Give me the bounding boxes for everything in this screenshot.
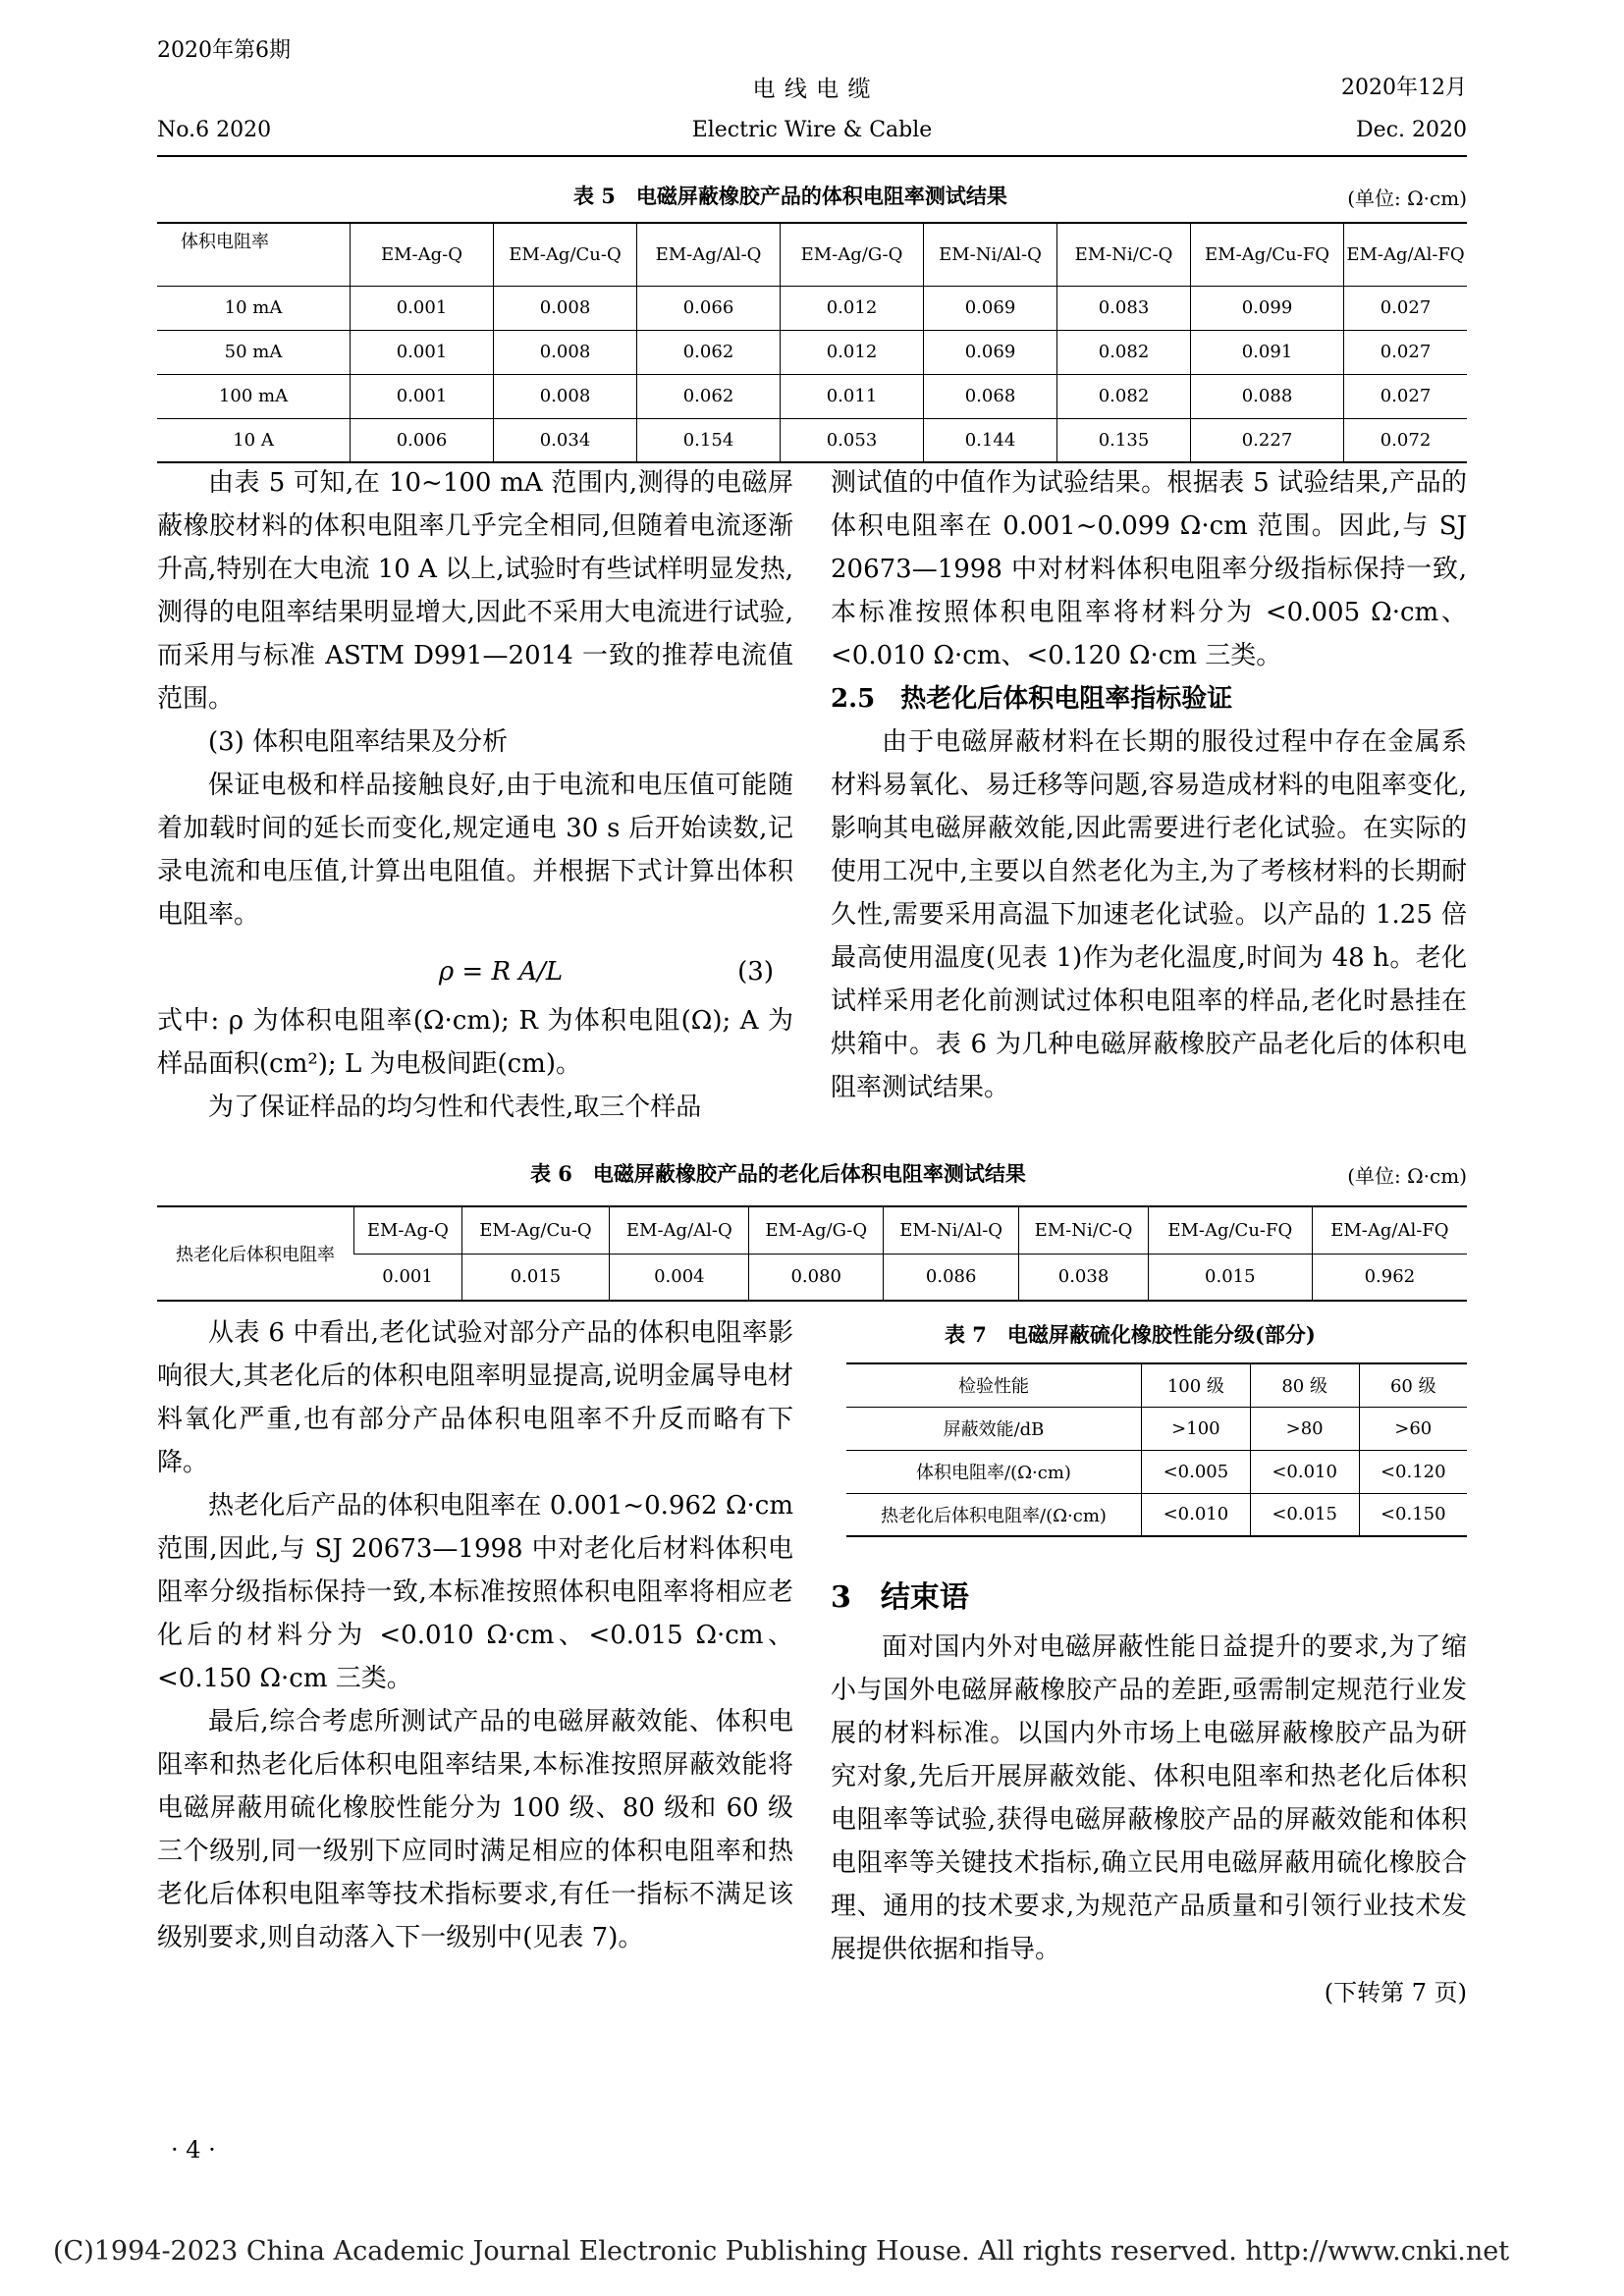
table7-cell: <0.015: [1250, 1493, 1359, 1536]
section-heading-3: 3 结束语: [831, 1580, 969, 1615]
table6-header-cell: EM-Ag/Al-Q: [610, 1206, 749, 1254]
table5-cell: 0.012: [781, 286, 924, 330]
table5-cell: 0.062: [637, 374, 781, 418]
table5-cell: 0.027: [1344, 374, 1468, 418]
table5-cell: 0.227: [1191, 418, 1344, 462]
table-row: [157, 1254, 1467, 1301]
table7-cell: 热老化后体积电阻率/(Ω·cm): [881, 1505, 1107, 1526]
table5-cell: 10 mA: [224, 297, 283, 318]
journal-title-cn: 电 线 电 缆: [752, 77, 872, 102]
table7-header-cell: 60 级: [1359, 1363, 1467, 1407]
table5-cell: 100 mA: [218, 386, 289, 406]
table-row: [157, 374, 1467, 418]
table5-cell: 0.135: [1057, 418, 1191, 462]
table-row: [157, 418, 1467, 462]
table7-cell: 体积电阻率/(Ω·cm): [916, 1463, 1071, 1483]
table6-caption: 表 6 电磁屏蔽橡胶产品的老化后体积电阻率测试结果: [530, 1161, 1026, 1186]
table5-header-cell: EM-Ni/Al-Q: [924, 223, 1057, 286]
copyright-notice: (C)1994-2023 China Academic Journal Electronic Publishing House. All rights reserved. http://www.cnki.net: [53, 2236, 1510, 2267]
table6-header-cell: EM-Ni/C-Q: [1019, 1206, 1149, 1254]
table6-header-cell: EM-Ag/Al-FQ: [1312, 1206, 1467, 1254]
table7-cell: >80: [1250, 1407, 1359, 1450]
table7-header-cell: 100 级: [1142, 1363, 1251, 1407]
table-row: [157, 330, 1467, 374]
table5-header-cell: EM-Ag/Cu-Q: [494, 223, 637, 286]
table7-header-cell: 检验性能: [958, 1376, 1029, 1398]
table5-cell: 0.006: [351, 418, 494, 462]
table-row: [846, 1407, 1467, 1450]
table5-cell: 0.053: [781, 418, 924, 462]
table5-cell: 0.069: [924, 286, 1057, 330]
table6-unit: (单位: Ω·cm): [1347, 1164, 1467, 1188]
header-date-cn: 2020年12月: [1341, 76, 1467, 100]
table7-cell: <0.150: [1359, 1493, 1467, 1536]
paragraph: 最后,综合考虑所测试产品的电磁屏蔽效能、体积电阻率和热老化后体积电阻率结果,本标准按照屏蔽效能将电磁屏蔽用硫化橡胶性能分为 100 级、80 级和 60 级三个级别,同一级别下应同时满足相应的体积电阻率和热老化后体积电阻率等技术指标要求,有任一指标不满足该级别要求,则自动落入下一级别中(见表 7)。: [157, 1707, 793, 1952]
table5-cell: 0.062: [637, 330, 781, 374]
table6-cell: 0.015: [461, 1254, 610, 1301]
right-column-1: [831, 461, 1467, 1109]
table7-caption: 表 7 电磁屏蔽硫化橡胶性能分级(部分): [945, 1322, 1316, 1347]
page-number: · 4 ·: [171, 2136, 216, 2163]
table5-cell: 0.011: [781, 374, 924, 418]
paragraph: 式中: ρ 为体积电阻率(Ω·cm); R 为体积电阻(Ω); A 为样品面积(cm²); L 为电极间距(cm)。: [157, 1006, 793, 1079]
continued-note: (下转第 7 页): [1324, 1979, 1467, 2006]
table5-cell: 0.008: [494, 374, 637, 418]
table5-cell: 50 mA: [224, 342, 283, 362]
formula-expression: ρ = R A/L: [438, 957, 564, 987]
table7-cell: <0.010: [1142, 1493, 1251, 1536]
table6-cell: 0.004: [610, 1254, 749, 1301]
journal-title-en: Electric Wire & Cable: [691, 118, 933, 142]
table6-cell: 0.015: [1148, 1254, 1312, 1301]
table5-header-row: [157, 223, 1467, 286]
table6-header-cell: EM-Ag/Cu-FQ: [1148, 1206, 1312, 1254]
section-heading-2-5: 2.5 热老化后体积电阻率指标验证: [831, 684, 1233, 714]
left-column-2: [157, 1311, 793, 1959]
table6: [157, 1205, 1467, 1302]
table7-cell: 屏蔽效能/dB: [943, 1419, 1045, 1440]
table5-cell: 0.068: [924, 374, 1057, 418]
table6-cell: 0.962: [1312, 1254, 1467, 1301]
table-row: [157, 286, 1467, 330]
left-column-1: [157, 461, 793, 1129]
table7-cell: <0.010: [1250, 1450, 1359, 1493]
table6-header-row: [157, 1206, 1467, 1254]
table5-cell: 0.008: [494, 286, 637, 330]
table5-header-cell: EM-Ni/C-Q: [1057, 223, 1191, 286]
table6-header-cell: EM-Ag/Cu-Q: [461, 1206, 610, 1254]
table7-cell: <0.005: [1142, 1450, 1251, 1493]
table5-cell: 0.144: [924, 418, 1057, 462]
table5-header-cell: 体积电阻率: [181, 232, 269, 252]
table-row: [846, 1450, 1467, 1493]
formula-number: (3): [737, 957, 774, 987]
header-rule: [157, 155, 1467, 157]
table5-cell: 0.001: [351, 330, 494, 374]
header-issue-en: No.6 2020: [157, 118, 272, 142]
table6-cell: 0.038: [1019, 1254, 1149, 1301]
subheading: (3) 体积电阻率结果及分析: [208, 727, 509, 757]
table5-cell: 0.088: [1191, 374, 1344, 418]
table7-header-row: [846, 1363, 1467, 1407]
table5-unit: (单位: Ω·cm): [1347, 187, 1467, 210]
table5-cell: 0.083: [1057, 286, 1191, 330]
table7: [846, 1362, 1467, 1537]
table6-header-cell: EM-Ag/G-Q: [749, 1206, 884, 1254]
paragraph: 由表 5 可知,在 10~100 mA 范围内,测得的电磁屏蔽橡胶材料的体积电阻率几乎完全相同,但随着电流逐渐升高,特别在大电流 10 A 以上,试验时有些试样明显发热,测得的电阻率结果明显增大,因此不采用大电流进行试验,而采用与标准 ASTM D991—2014 一致的推荐电流值范围。: [157, 468, 793, 714]
table5-cell: 0.072: [1344, 418, 1468, 462]
table5-header-cell: EM-Ag/G-Q: [781, 223, 924, 286]
table7-cell: >100: [1142, 1407, 1251, 1450]
table5-cell: 0.027: [1344, 330, 1468, 374]
paragraph: 从表 6 中看出,老化试验对部分产品的体积电阻率影响很大,其老化后的体积电阻率明显提高,说明金属导电材料氧化严重,也有部分产品体积电阻率不升反而略有下降。: [157, 1318, 793, 1477]
table5-header-cell: EM-Ag/Al-FQ: [1344, 223, 1468, 286]
table5-cell: 0.001: [351, 374, 494, 418]
table5-cell: 10 A: [233, 429, 274, 451]
table6-cell: 0.080: [749, 1254, 884, 1301]
table6-header-cell: EM-Ni/Al-Q: [884, 1206, 1019, 1254]
table5-header-cell: EM-Ag/Cu-FQ: [1191, 223, 1344, 286]
table5-cell: 0.091: [1191, 330, 1344, 374]
table5-cell: 0.001: [351, 286, 494, 330]
table5-cell: 0.099: [1191, 286, 1344, 330]
table5-cell: 0.069: [924, 330, 1057, 374]
table7-cell: >60: [1359, 1407, 1467, 1450]
header-date-en: Dec. 2020: [1356, 118, 1467, 142]
table7-header-cell: 80 级: [1250, 1363, 1359, 1407]
table5-cell: 0.034: [494, 418, 637, 462]
paragraph: 保证电极和样品接触良好,由于电流和电压值可能随着加载时间的延长而变化,规定通电 30 s 后开始读数,记录电流和电压值,计算出电阻值。并根据下式计算出体积电阻率。: [157, 771, 793, 930]
table6-header-cell: 热老化后体积电阻率: [176, 1245, 335, 1265]
table5-cell: 0.027: [1344, 286, 1468, 330]
table5-cell: 0.082: [1057, 374, 1191, 418]
right-column-2: [831, 1576, 1467, 2014]
table5-cell: 0.066: [637, 286, 781, 330]
paragraph: 为了保证样品的均匀性和代表性,取三个样品: [208, 1093, 702, 1122]
table6-cell: 0.001: [382, 1266, 433, 1288]
table5: [157, 222, 1467, 463]
paragraph: 热老化后产品的体积电阻率在 0.001~0.962 Ω·cm 范围,因此,与 SJ 20673—1998 中对老化后材料体积电阻率分级指标保持一致,本标准按照体积电阻率将相应老化后的材料分为 <0.010 Ω·cm、<0.015 Ω·cm、<0.150 Ω·cm 三类。: [157, 1491, 793, 1693]
table6-header-cell: EM-Ag-Q: [354, 1206, 462, 1254]
table5-cell: 0.082: [1057, 330, 1191, 374]
paragraph: 由于电磁屏蔽材料在长期的服役过程中存在金属系材料易氧化、易迁移等问题,容易造成材料的电阻率变化,影响其电磁屏蔽效能,因此需要进行老化试验。在实际的使用工况中,主要以自然老化为主,为了考核材料的长期耐久性,需要采用高温下加速老化试验。以产品的 1.25 倍最高使用温度(见表 1)作为老化温度,时间为 48 h。老化试样采用老化前测试过体积电阻率的样品,老化时悬挂在烘箱中。表 6 为几种电磁屏蔽橡胶产品老化后的体积电阻率测试结果。: [831, 727, 1467, 1102]
paragraph: 测试值的中值作为试验结果。根据表 5 试验结果,产品的体积电阻率在 0.001~0.099 Ω·cm 范围。因此,与 SJ 20673—1998 中对材料体积电阻率分级指标保持一致,本标准按照体积电阻率将材料分为 <0.005 Ω·cm、<0.010 Ω·cm、<0.120 Ω·cm 三类。: [831, 468, 1467, 670]
table5-cell: 0.012: [781, 330, 924, 374]
paragraph: 面对国内外对电磁屏蔽性能日益提升的要求,为了缩小与国外电磁屏蔽橡胶产品的差距,亟需制定规范行业发展的材料标准。以国内外市场上电磁屏蔽橡胶产品为研究对象,先后开展屏蔽效能、体积电阻率和热老化后体积电阻率等试验,获得电磁屏蔽橡胶产品的屏蔽效能和体积电阻率等关键技术指标,确立民用电磁屏蔽用硫化橡胶合理、通用的技术要求,为规范产品质量和引领行业技术发展提供依据和指导。: [831, 1632, 1467, 1964]
table7-cell: <0.120: [1359, 1450, 1467, 1493]
table5-caption: 表 5 电磁屏蔽橡胶产品的体积电阻率测试结果: [573, 184, 1007, 208]
header-issue-cn: 2020年第6期: [157, 38, 291, 63]
table5-header-cell: EM-Ag-Q: [351, 223, 494, 286]
table6-cell: 0.086: [884, 1254, 1019, 1301]
table-row: [846, 1493, 1467, 1536]
table5-cell: 0.154: [637, 418, 781, 462]
table5-cell: 0.008: [494, 330, 637, 374]
table5-header-cell: EM-Ag/Al-Q: [637, 223, 781, 286]
formula-3: [157, 950, 793, 993]
